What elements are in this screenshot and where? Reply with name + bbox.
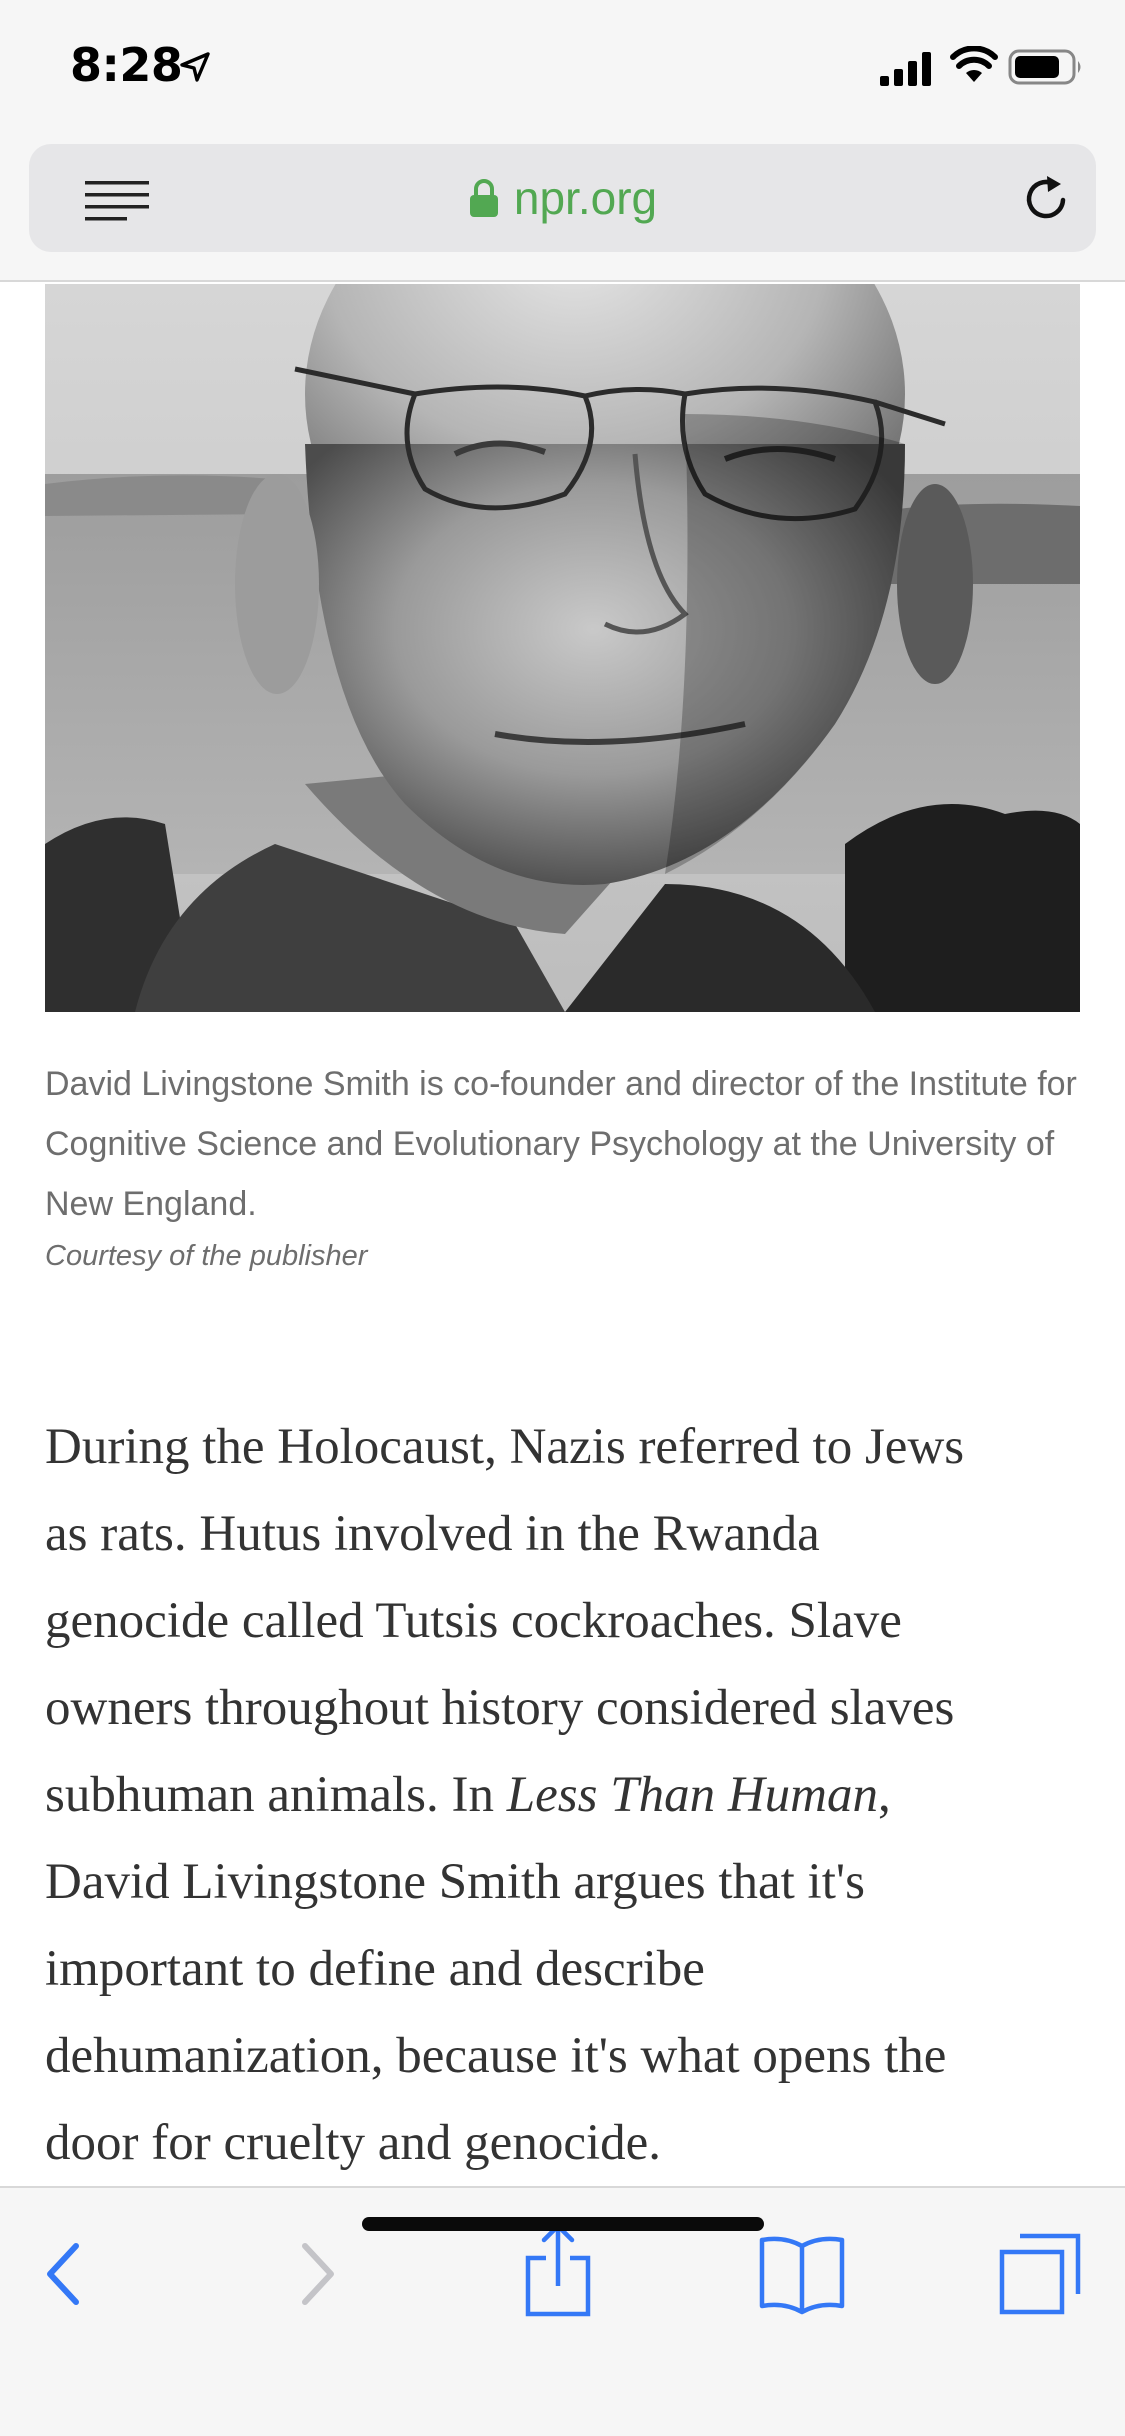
location-arrow-icon	[178, 50, 212, 84]
address-bar-area	[0, 140, 1125, 282]
article-line: as rats. Hutus involved in the Rwanda	[45, 1506, 820, 1562]
bookmarks-icon[interactable]	[758, 2232, 846, 2316]
url-text: npr.org	[513, 172, 658, 224]
article-line: genocide called Tutsis cockroaches. Slave	[45, 1593, 902, 1649]
article-line: important to define and describe	[45, 1941, 705, 1997]
author-portrait-photo	[45, 284, 1080, 1012]
status-time: 8:28	[70, 38, 183, 92]
forward-arrow-icon[interactable]	[287, 2232, 345, 2316]
article-line	[45, 1752, 1095, 1839]
status-bar	[0, 0, 1125, 140]
share-icon[interactable]	[522, 2222, 594, 2318]
wifi-icon	[950, 46, 998, 84]
article-line: dehumanization, because it's what opens the	[45, 2028, 947, 2084]
browser-toolbar	[0, 2186, 1125, 2436]
article-line: owners throughout history considered slaves	[45, 1680, 955, 1736]
book-title: Less Than Human	[506, 1767, 878, 1823]
cellular-signal-icon	[880, 50, 934, 86]
address-bar[interactable]	[29, 144, 1096, 252]
article-line: David Livingstone Smith argues that it's	[45, 1854, 865, 1910]
photo-credit: Courtesy of the publisher	[45, 1240, 368, 1272]
home-indicator[interactable]	[362, 2217, 764, 2231]
article-text: subhuman animals. In	[45, 1767, 507, 1823]
url-display[interactable]	[29, 144, 1096, 252]
article-body	[45, 1404, 1095, 2186]
battery-icon	[1008, 48, 1084, 86]
lock-icon	[468, 177, 500, 219]
reload-icon[interactable]	[1020, 172, 1072, 224]
photo-caption: David Livingstone Smith is co-founder and director of the Institute for Cognitive Science and Evolutionary Psychology at the University of New England.	[45, 1065, 1077, 1223]
portrait-image	[45, 284, 1080, 1012]
article-line: door for cruelty and genocide.	[45, 2115, 662, 2171]
article-text: ,	[878, 1767, 891, 1823]
article-line: During the Holocaust, Nazis referred to Jews	[45, 1419, 965, 1475]
web-content	[0, 284, 1125, 2186]
back-arrow-icon[interactable]	[36, 2232, 94, 2316]
tabs-icon[interactable]	[998, 2232, 1082, 2316]
